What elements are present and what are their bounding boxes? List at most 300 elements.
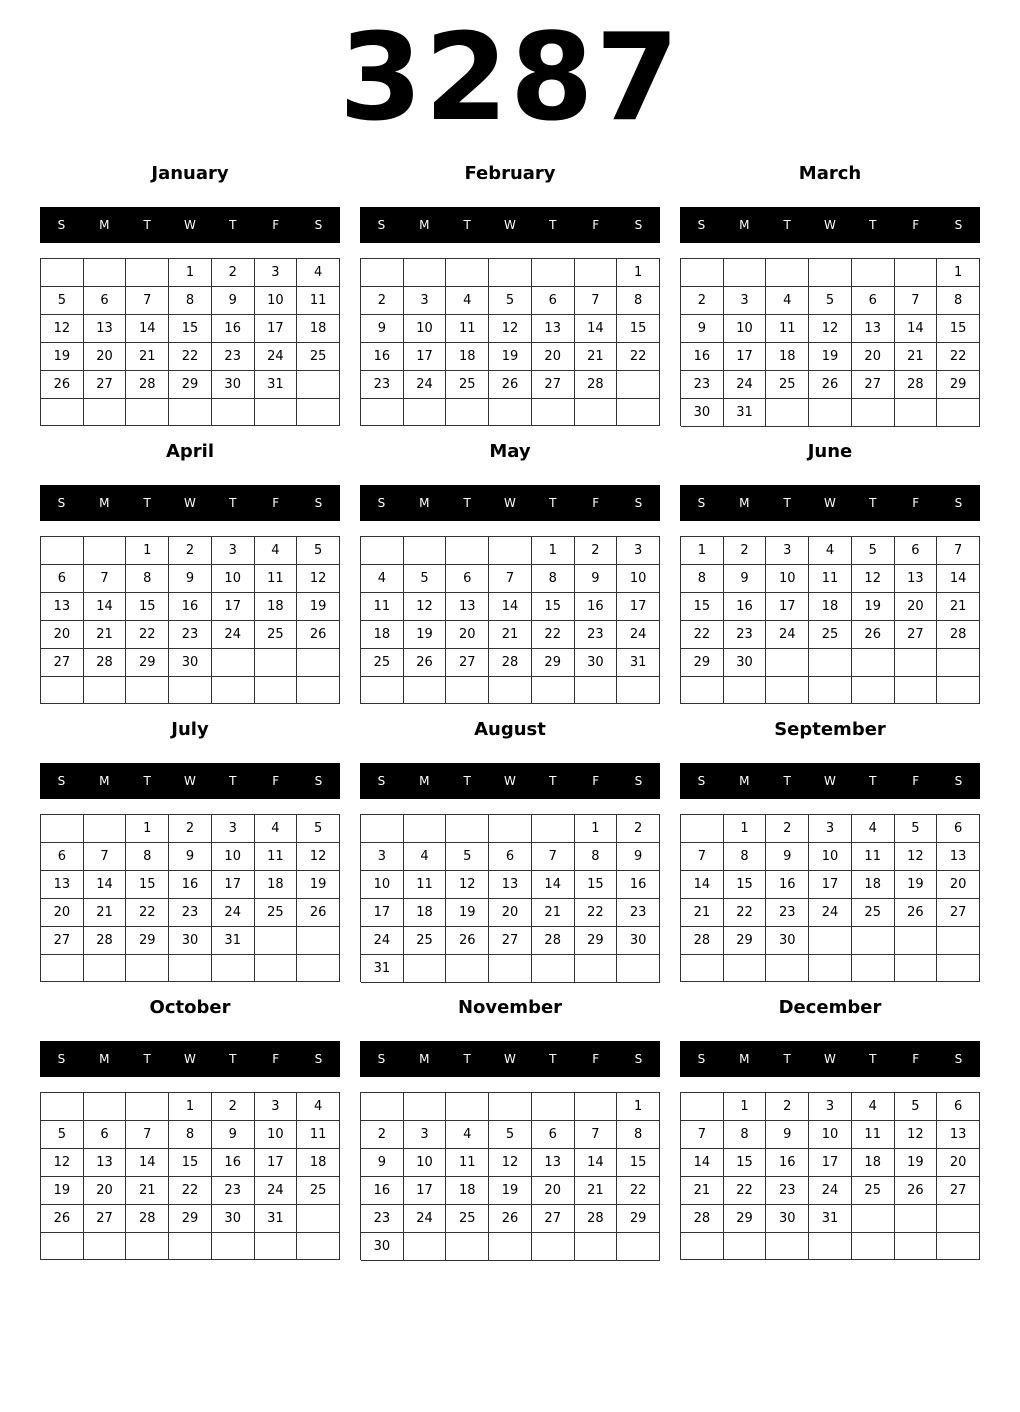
day-cell: 20 xyxy=(84,343,127,371)
day-cell xyxy=(404,677,447,704)
day-cell: 14 xyxy=(681,871,724,899)
day-cell: 25 xyxy=(446,371,489,399)
day-cell xyxy=(809,677,852,704)
day-cell xyxy=(895,1205,938,1233)
day-cell: 1 xyxy=(724,1093,767,1121)
weekday-label: W xyxy=(824,1052,836,1066)
month-title: June xyxy=(807,441,853,462)
day-grid xyxy=(680,1092,980,1260)
day-cell: 6 xyxy=(852,287,895,315)
day-cell xyxy=(575,399,618,426)
day-cell: 9 xyxy=(724,565,767,593)
weekday-header xyxy=(360,1041,660,1077)
day-cell: 7 xyxy=(84,565,127,593)
day-cell: 23 xyxy=(169,621,212,649)
day-cell: 4 xyxy=(361,565,404,593)
day-cell: 5 xyxy=(895,1093,938,1121)
day-cell: 18 xyxy=(255,593,298,621)
day-cell: 3 xyxy=(212,815,255,843)
day-cell xyxy=(575,1093,618,1121)
day-cell: 5 xyxy=(297,815,340,843)
year-title: 3287 xyxy=(339,9,681,148)
day-cell: 29 xyxy=(724,1205,767,1233)
weekday-label: F xyxy=(912,774,920,788)
day-cell: 7 xyxy=(532,843,575,871)
day-cell: 8 xyxy=(617,1121,660,1149)
day-cell: 1 xyxy=(617,259,660,287)
day-cell: 7 xyxy=(575,1121,618,1149)
day-cell: 16 xyxy=(169,871,212,899)
day-cell: 4 xyxy=(766,287,809,315)
day-cell: 22 xyxy=(724,899,767,927)
weekday-label: T xyxy=(143,496,151,510)
day-cell: 2 xyxy=(361,287,404,315)
day-cell: 1 xyxy=(617,1093,660,1121)
day-cell: 19 xyxy=(895,871,938,899)
day-cell: 3 xyxy=(404,287,447,315)
day-grid xyxy=(360,536,660,704)
day-cell: 19 xyxy=(852,593,895,621)
day-cell: 10 xyxy=(404,1149,447,1177)
day-cell: 5 xyxy=(852,537,895,565)
day-cell xyxy=(126,259,169,287)
day-cell xyxy=(404,1093,447,1121)
day-cell xyxy=(937,927,980,955)
day-cell: 17 xyxy=(766,593,809,621)
day-cell: 1 xyxy=(169,1093,212,1121)
day-grid xyxy=(40,536,340,704)
weekday-label: W xyxy=(824,496,836,510)
month-title: November xyxy=(457,997,563,1018)
day-cell: 23 xyxy=(681,371,724,399)
day-cell: 22 xyxy=(126,899,169,927)
day-cell: 16 xyxy=(724,593,767,621)
day-cell xyxy=(126,955,169,982)
day-cell: 22 xyxy=(724,1177,767,1205)
day-cell xyxy=(617,399,660,426)
day-cell xyxy=(489,537,532,565)
day-cell: 29 xyxy=(724,927,767,955)
weekday-label: M xyxy=(419,1052,430,1066)
day-cell: 25 xyxy=(255,899,298,927)
day-cell: 22 xyxy=(575,899,618,927)
day-cell xyxy=(809,955,852,982)
day-cell: 5 xyxy=(489,287,532,315)
day-grid xyxy=(360,814,660,982)
day-cell: 5 xyxy=(41,1121,84,1149)
day-cell xyxy=(297,399,340,426)
day-cell: 9 xyxy=(361,1149,404,1177)
day-cell: 5 xyxy=(446,843,489,871)
day-cell: 13 xyxy=(84,315,127,343)
day-cell xyxy=(404,537,447,565)
weekday-label: F xyxy=(272,1052,280,1066)
day-cell xyxy=(446,815,489,843)
weekday-label: T xyxy=(229,774,237,788)
day-cell: 23 xyxy=(575,621,618,649)
day-cell: 10 xyxy=(617,565,660,593)
day-cell xyxy=(404,815,447,843)
day-cell: 25 xyxy=(852,899,895,927)
day-cell: 19 xyxy=(809,343,852,371)
day-cell: 13 xyxy=(937,1121,980,1149)
day-grid xyxy=(40,814,340,982)
day-cell: 22 xyxy=(169,343,212,371)
weekday-label: T xyxy=(549,1052,557,1066)
day-cell: 7 xyxy=(84,843,127,871)
weekday-label: W xyxy=(184,218,196,232)
weekday-label: W xyxy=(504,218,516,232)
day-cell: 4 xyxy=(255,815,298,843)
weekday-label: S xyxy=(697,496,706,510)
day-cell: 6 xyxy=(41,565,84,593)
day-cell: 18 xyxy=(361,621,404,649)
day-cell: 16 xyxy=(617,871,660,899)
weekday-header xyxy=(680,1041,980,1077)
day-cell: 5 xyxy=(809,287,852,315)
weekday-label: T xyxy=(869,1052,877,1066)
weekday-label: W xyxy=(504,496,516,510)
day-cell xyxy=(212,649,255,677)
day-cell xyxy=(489,259,532,287)
day-cell xyxy=(446,1093,489,1121)
day-cell xyxy=(255,955,298,982)
day-cell: 15 xyxy=(937,315,980,343)
day-cell: 29 xyxy=(937,371,980,399)
day-cell: 18 xyxy=(297,1149,340,1177)
day-cell: 28 xyxy=(895,371,938,399)
day-cell xyxy=(489,815,532,843)
day-cell: 11 xyxy=(852,843,895,871)
day-cell xyxy=(404,1233,447,1261)
day-cell xyxy=(41,259,84,287)
weekday-label: S xyxy=(314,774,323,788)
day-cell: 27 xyxy=(84,371,127,399)
day-cell: 19 xyxy=(446,899,489,927)
day-cell xyxy=(617,1233,660,1261)
day-cell: 2 xyxy=(212,259,255,287)
weekday-header xyxy=(360,485,660,521)
day-cell: 21 xyxy=(532,899,575,927)
weekday-label: M xyxy=(739,496,750,510)
day-cell: 4 xyxy=(809,537,852,565)
day-cell: 11 xyxy=(297,287,340,315)
day-cell: 12 xyxy=(489,315,532,343)
day-cell: 16 xyxy=(766,871,809,899)
day-cell: 5 xyxy=(489,1121,532,1149)
day-cell xyxy=(169,955,212,982)
day-cell xyxy=(297,1205,340,1233)
day-cell: 6 xyxy=(532,287,575,315)
day-grid xyxy=(360,258,660,426)
day-cell: 24 xyxy=(255,1177,298,1205)
day-cell: 21 xyxy=(575,343,618,371)
day-cell: 3 xyxy=(404,1121,447,1149)
day-cell xyxy=(446,1233,489,1261)
day-cell: 1 xyxy=(724,815,767,843)
day-cell: 14 xyxy=(532,871,575,899)
day-cell: 19 xyxy=(41,343,84,371)
day-cell: 12 xyxy=(446,871,489,899)
day-cell: 29 xyxy=(169,1205,212,1233)
day-cell: 26 xyxy=(297,621,340,649)
day-cell xyxy=(41,815,84,843)
day-cell xyxy=(489,677,532,704)
day-cell xyxy=(404,955,447,983)
weekday-label: T xyxy=(869,774,877,788)
day-cell: 9 xyxy=(617,843,660,871)
day-cell xyxy=(446,677,489,704)
month-title: August xyxy=(474,719,546,740)
day-cell: 7 xyxy=(937,537,980,565)
day-cell xyxy=(255,677,298,704)
day-cell xyxy=(852,677,895,704)
day-cell: 14 xyxy=(489,593,532,621)
day-cell xyxy=(297,955,340,982)
day-cell: 22 xyxy=(532,621,575,649)
day-cell: 18 xyxy=(852,871,895,899)
day-cell: 23 xyxy=(169,899,212,927)
day-cell: 5 xyxy=(404,565,447,593)
day-cell xyxy=(446,399,489,426)
day-cell xyxy=(446,537,489,565)
weekday-header xyxy=(680,485,980,521)
day-cell: 2 xyxy=(169,537,212,565)
month-title: July xyxy=(171,719,209,740)
day-cell xyxy=(169,1233,212,1260)
day-cell xyxy=(852,399,895,427)
day-cell: 21 xyxy=(575,1177,618,1205)
day-cell: 23 xyxy=(361,371,404,399)
day-cell: 16 xyxy=(361,343,404,371)
day-cell xyxy=(809,649,852,677)
day-cell: 29 xyxy=(169,371,212,399)
day-cell: 6 xyxy=(84,1121,127,1149)
day-cell xyxy=(41,1093,84,1121)
day-cell: 10 xyxy=(809,1121,852,1149)
weekday-label: S xyxy=(377,774,386,788)
day-cell xyxy=(895,399,938,427)
day-cell: 3 xyxy=(724,287,767,315)
day-cell xyxy=(255,649,298,677)
day-cell: 19 xyxy=(297,871,340,899)
weekday-label: M xyxy=(99,496,110,510)
day-cell: 16 xyxy=(575,593,618,621)
day-cell: 12 xyxy=(895,843,938,871)
day-cell: 12 xyxy=(809,315,852,343)
day-cell xyxy=(766,399,809,427)
weekday-header xyxy=(40,763,340,799)
day-cell: 14 xyxy=(575,315,618,343)
day-cell: 30 xyxy=(169,649,212,677)
day-cell: 31 xyxy=(255,1205,298,1233)
day-cell: 9 xyxy=(681,315,724,343)
day-cell: 9 xyxy=(212,1121,255,1149)
month-title: October xyxy=(149,997,231,1018)
weekday-label: S xyxy=(697,774,706,788)
day-cell: 4 xyxy=(446,287,489,315)
day-cell: 3 xyxy=(255,1093,298,1121)
day-cell: 11 xyxy=(297,1121,340,1149)
day-cell: 2 xyxy=(169,815,212,843)
weekday-label: S xyxy=(377,1052,386,1066)
day-cell: 13 xyxy=(532,1149,575,1177)
day-cell: 10 xyxy=(361,871,404,899)
day-cell: 10 xyxy=(212,843,255,871)
day-cell: 20 xyxy=(84,1177,127,1205)
day-cell: 14 xyxy=(126,1149,169,1177)
weekday-label: W xyxy=(184,774,196,788)
weekday-label: T xyxy=(549,774,557,788)
day-cell: 8 xyxy=(681,565,724,593)
day-cell: 20 xyxy=(41,899,84,927)
day-cell: 1 xyxy=(575,815,618,843)
weekday-label: W xyxy=(504,1052,516,1066)
day-cell xyxy=(361,677,404,704)
day-cell xyxy=(895,649,938,677)
day-cell: 28 xyxy=(575,371,618,399)
day-cell: 28 xyxy=(681,1205,724,1233)
day-cell: 14 xyxy=(84,871,127,899)
day-cell: 26 xyxy=(809,371,852,399)
weekday-label: S xyxy=(954,774,963,788)
day-cell: 10 xyxy=(766,565,809,593)
day-cell: 2 xyxy=(766,815,809,843)
day-cell: 21 xyxy=(895,343,938,371)
day-cell: 7 xyxy=(126,1121,169,1149)
day-cell: 28 xyxy=(681,927,724,955)
day-cell: 21 xyxy=(84,899,127,927)
weekday-label: M xyxy=(419,218,430,232)
day-cell xyxy=(212,1233,255,1260)
day-cell: 11 xyxy=(852,1121,895,1149)
weekday-label: F xyxy=(592,218,600,232)
weekday-label: M xyxy=(99,1052,110,1066)
day-cell: 9 xyxy=(766,843,809,871)
day-cell xyxy=(361,1093,404,1121)
day-cell xyxy=(361,399,404,426)
day-cell: 10 xyxy=(809,843,852,871)
day-cell: 7 xyxy=(895,287,938,315)
day-cell: 30 xyxy=(575,649,618,677)
day-cell: 30 xyxy=(724,649,767,677)
day-cell: 18 xyxy=(852,1149,895,1177)
day-cell: 16 xyxy=(361,1177,404,1205)
day-cell: 23 xyxy=(212,1177,255,1205)
day-cell: 12 xyxy=(852,565,895,593)
day-cell: 11 xyxy=(255,843,298,871)
weekday-label: W xyxy=(184,1052,196,1066)
day-cell: 27 xyxy=(489,927,532,955)
day-cell: 17 xyxy=(809,1149,852,1177)
day-cell: 18 xyxy=(446,343,489,371)
day-cell: 30 xyxy=(169,927,212,955)
day-cell: 3 xyxy=(809,1093,852,1121)
day-cell: 11 xyxy=(255,565,298,593)
day-cell: 31 xyxy=(809,1205,852,1233)
day-cell: 15 xyxy=(169,315,212,343)
weekday-label: M xyxy=(419,774,430,788)
day-cell xyxy=(532,399,575,426)
day-cell: 9 xyxy=(169,843,212,871)
day-cell: 14 xyxy=(681,1149,724,1177)
day-cell: 19 xyxy=(404,621,447,649)
day-cell: 21 xyxy=(84,621,127,649)
day-cell: 25 xyxy=(809,621,852,649)
day-cell: 26 xyxy=(404,649,447,677)
day-cell: 26 xyxy=(489,1205,532,1233)
day-cell: 28 xyxy=(126,371,169,399)
day-cell xyxy=(84,537,127,565)
weekday-label: S xyxy=(634,496,643,510)
day-cell xyxy=(852,649,895,677)
day-grid xyxy=(360,1092,660,1260)
day-grid xyxy=(680,814,980,982)
day-cell xyxy=(895,259,938,287)
day-cell: 11 xyxy=(404,871,447,899)
day-cell: 25 xyxy=(404,927,447,955)
day-cell: 25 xyxy=(852,1177,895,1205)
day-cell: 22 xyxy=(617,1177,660,1205)
weekday-label: M xyxy=(419,496,430,510)
day-cell: 19 xyxy=(41,1177,84,1205)
day-cell: 21 xyxy=(126,343,169,371)
weekday-label: S xyxy=(57,496,66,510)
day-cell: 26 xyxy=(895,899,938,927)
weekday-label: T xyxy=(869,218,877,232)
day-cell: 27 xyxy=(895,621,938,649)
weekday-label: F xyxy=(912,1052,920,1066)
day-cell: 15 xyxy=(126,871,169,899)
weekday-label: F xyxy=(272,218,280,232)
day-cell xyxy=(41,677,84,704)
day-cell: 15 xyxy=(532,593,575,621)
day-cell xyxy=(255,1233,298,1260)
day-cell: 13 xyxy=(84,1149,127,1177)
day-cell xyxy=(41,537,84,565)
weekday-label: F xyxy=(592,774,600,788)
day-cell: 16 xyxy=(766,1149,809,1177)
weekday-label: T xyxy=(783,218,791,232)
day-cell: 4 xyxy=(404,843,447,871)
day-cell: 6 xyxy=(532,1121,575,1149)
day-cell xyxy=(361,259,404,287)
day-cell: 30 xyxy=(681,399,724,427)
day-cell: 7 xyxy=(126,287,169,315)
day-cell: 27 xyxy=(532,1205,575,1233)
day-cell: 9 xyxy=(575,565,618,593)
day-cell xyxy=(84,955,127,982)
day-cell: 3 xyxy=(809,815,852,843)
day-cell: 3 xyxy=(212,537,255,565)
weekday-label: T xyxy=(549,496,557,510)
day-cell: 29 xyxy=(681,649,724,677)
day-cell: 12 xyxy=(404,593,447,621)
day-cell: 29 xyxy=(532,649,575,677)
day-cell: 13 xyxy=(41,871,84,899)
day-cell: 21 xyxy=(489,621,532,649)
weekday-label: S xyxy=(634,1052,643,1066)
day-cell xyxy=(489,1093,532,1121)
day-cell: 8 xyxy=(724,843,767,871)
weekday-label: T xyxy=(143,218,151,232)
day-cell: 8 xyxy=(169,1121,212,1149)
day-cell: 1 xyxy=(169,259,212,287)
day-cell xyxy=(852,1233,895,1260)
day-cell xyxy=(809,259,852,287)
day-cell: 29 xyxy=(617,1205,660,1233)
day-cell: 18 xyxy=(297,315,340,343)
